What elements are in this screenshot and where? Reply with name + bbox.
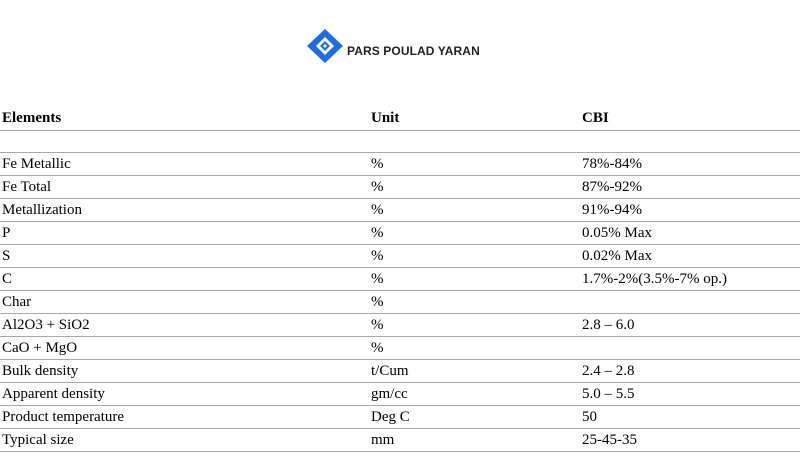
element-cell: C: [2, 271, 13, 287]
table-header-row: [0, 106, 800, 131]
table-body: [0, 153, 800, 452]
element-cell: Metallization: [2, 202, 82, 218]
table-row: [0, 360, 800, 383]
table-row: [0, 176, 800, 199]
element-cell: Fe Total: [2, 179, 52, 195]
table-spacer-row: [0, 131, 800, 153]
table-row: [0, 245, 800, 268]
cbi-value-cell: 50: [582, 409, 597, 425]
cbi-value-cell: 2.4 – 2.8: [582, 363, 635, 379]
table-row: [0, 337, 800, 360]
header-elements: Elements: [2, 110, 62, 126]
table-row: [0, 153, 800, 176]
cbi-value-cell: 0.05% Max: [582, 225, 652, 241]
specifications-table: [0, 106, 800, 452]
table-row: [0, 383, 800, 406]
company-name: PARS POULAD YARAN: [347, 44, 480, 58]
table-row: [0, 429, 800, 452]
cbi-value-cell: 1.7%-2%(3.5%-7% op.): [582, 271, 727, 287]
cbi-value-cell: 2.8 – 6.0: [582, 317, 635, 333]
unit-cell: Deg C: [371, 409, 410, 425]
cbi-value-cell: 87%-92%: [582, 179, 642, 195]
cbi-value-cell: 25-45-35: [582, 432, 637, 448]
unit-cell: t/Cum: [371, 363, 409, 379]
header-cbi: CBI: [582, 110, 609, 126]
unit-cell: %: [371, 225, 384, 241]
header-unit: Unit: [371, 110, 400, 126]
element-cell: Apparent density: [2, 386, 105, 402]
table-row: [0, 406, 800, 429]
unit-cell: gm/cc: [371, 386, 408, 402]
unit-cell: %: [371, 294, 384, 310]
element-cell: Char: [2, 294, 32, 310]
table-row: [0, 268, 800, 291]
unit-cell: %: [371, 248, 384, 264]
company-logo: [306, 28, 480, 64]
table-row: [0, 222, 800, 245]
cbi-value-cell: 0.02% Max: [582, 248, 652, 264]
element-cell: P: [2, 225, 11, 241]
unit-cell: %: [371, 271, 384, 287]
unit-cell: %: [371, 340, 384, 356]
element-cell: CaO + MgO: [2, 340, 78, 356]
unit-cell: mm: [371, 432, 395, 448]
element-cell: S: [2, 248, 11, 264]
element-cell: Typical size: [2, 432, 74, 448]
element-cell: Bulk density: [2, 363, 79, 379]
cbi-value-cell: 91%-94%: [582, 202, 642, 218]
unit-cell: %: [371, 202, 384, 218]
cbi-value-cell: 5.0 – 5.5: [582, 386, 635, 402]
element-cell: Al2O3 + SiO2: [2, 317, 90, 333]
cbi-value-cell: 78%-84%: [582, 156, 642, 172]
element-cell: Fe Metallic: [2, 156, 71, 172]
table-row: [0, 291, 800, 314]
table-row: [0, 199, 800, 222]
table-row: [0, 314, 800, 337]
unit-cell: %: [371, 156, 384, 172]
unit-cell: %: [371, 317, 384, 333]
diamond-logo-icon: [306, 28, 344, 64]
unit-cell: %: [371, 179, 384, 195]
element-cell: Product temperature: [2, 409, 125, 425]
